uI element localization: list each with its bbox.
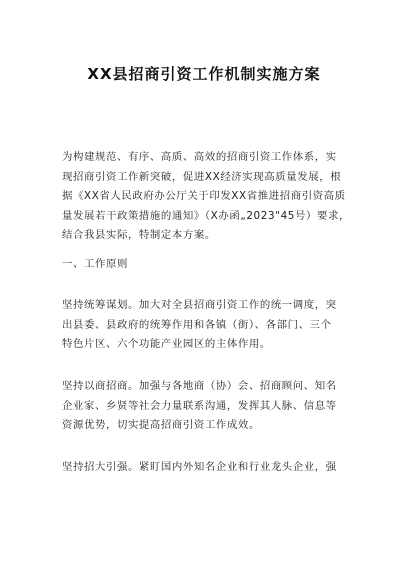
section-heading — [62, 255, 352, 275]
section-heading-text: 一、工作原则 — [62, 258, 128, 270]
intro-line: 据《XX省人民政府办公厅关于印发XX省推进招商引资高质 — [62, 190, 346, 202]
intro-line: 量发展若干政策措施的通知》（X办函„2023"45号）要求， — [62, 209, 350, 222]
intro-paragraph — [62, 148, 352, 246]
principle-line: 坚持以商招商。加强与各地商（协）会、招商顾问、知名 — [62, 380, 337, 392]
principle-line: 企业家、乡贤等社会力量联系沟通，发挥其人脉、信息等 — [62, 399, 337, 412]
principle-paragraph-3 — [62, 458, 352, 478]
principle-line: 坚持招大引强。紧盯国内外知名企业和行业龙头企业，强 — [62, 461, 337, 473]
principle-line: 坚持统筹谋划。加大对全县招商引资工作的统一调度，突 — [62, 299, 337, 311]
principle-line: 资源优势，切实提高招商引资工作成效。 — [62, 419, 260, 431]
intro-line: 结合我县实际，特制定本方案。 — [62, 229, 216, 241]
principle-line: 特色片区、六个功能产业园区的主体作用。 — [62, 338, 271, 350]
principle-line: 出县委、县政府的统筹作用和各镇（街）、各部门、三个 — [62, 318, 332, 331]
intro-line: 现招商引资工作新突破，促进XX经济实现高质量发展，根 — [62, 170, 342, 183]
principle-paragraph-1 — [62, 296, 352, 355]
document-title: XX县招商引资工作机制实施方案 — [87, 65, 321, 83]
principle-paragraph-2 — [62, 377, 352, 436]
intro-line: 为构建规范、有序、高质、高效的招商引资工作体系，实 — [62, 151, 337, 163]
